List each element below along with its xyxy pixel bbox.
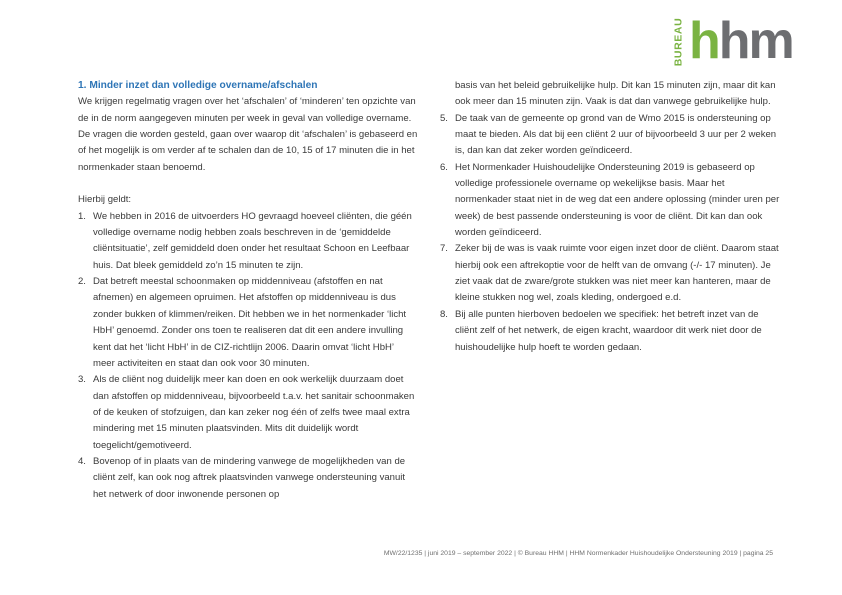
- page-footer: MW/22/1235 | juni 2019 – september 2022 | © Bureau HHM | HHM Normenkader Huishoudelijke Ondersteuning 2019 | pagina 25: [383, 550, 773, 557]
- list-item: [78, 372, 418, 454]
- list-item-text: We hebben in 2016 de uitvoerders HO gevraagd hoeveel cliënten, die géén volledige overname nodig hebben zoals beschreven in de ‘gemiddelde cliëntsituatie’, zelf gemiddeld doen onder het resultaat Schoon en Leefbaar huis. Dat bleek gemiddeld zo’n 15 minuten te zijn.: [93, 210, 412, 271]
- list-item: [440, 241, 780, 306]
- list-item-number: 8.: [440, 308, 448, 320]
- list-item: [78, 274, 418, 372]
- list-item-text: Bij alle punten hierboven bedoelen we specifiek: het betreft inzet van de cliënt zelf of het netwerk, de eigen kracht, waardoor dit werk niet door de huishoudelijke hulp hoeft te worden gedaan.: [455, 308, 762, 353]
- list-item: [440, 307, 780, 356]
- list-item: [440, 111, 780, 160]
- list-item-number: 3.: [78, 374, 86, 386]
- list-item-text: Als de cliënt nog duidelijk meer kan doen en ook werkelijk duurzaam doet dan afstoffen op middenniveau, bijvoorbeeld t.a.v. het sanitair schoonmaken of de keuken of stofzuigen, dan kan zeker nog één of zelfs twee maal extra mindering met 15 minuten plaatsvinden. Mits dit duidelijk wordt toegelicht/gemotiveerd.: [93, 374, 415, 451]
- lead-text: Hierbij geldt:: [78, 194, 132, 206]
- numbered-list-right: [440, 78, 780, 356]
- list-item: [78, 454, 418, 503]
- list-item-number: 1.: [78, 210, 86, 222]
- list-item-text: Bovenop of in plaats van de mindering vanwege de mogelijkheden van de cliënt zelf, kan ook nog aftrek plaatsvinden vanwege ondersteuning vanuit het netwerk of door inwonende personen op: [93, 455, 406, 500]
- list-item-number: 7.: [440, 243, 448, 255]
- list-item-number: 4.: [78, 455, 86, 467]
- bureau-hhm-logo: [668, 14, 800, 70]
- list-item-continuation: [440, 78, 780, 111]
- numbered-list-left: [78, 209, 418, 503]
- left-column: [78, 78, 418, 503]
- section-heading: 1. Minder inzet dan volledige overname/afschalen: [78, 80, 318, 91]
- list-item-text: Zeker bij de was is vaak ruimte voor eigen inzet door de cliënt. Daarom staat hierbij ook een aftrekoptie voor de helft van de omvang (-/- 17 minuten). Je ziet vaak dat de zware/grote stukken was niet meer kan hanteren, maar de kleine stukken nog wel, zoals kleding, ondergoed e.d.: [455, 243, 779, 304]
- list-item-number: 6.: [440, 161, 448, 173]
- logo-bureau-text: BUREAU: [672, 17, 684, 67]
- logo-hhm-text: hhm: [689, 12, 793, 70]
- paragraph-gap: [78, 176, 418, 192]
- list-item-text: Dat betreft meestal schoonmaken op middenniveau (afstoffen en nat afnemen) en algemeen opruimen. Het afstoffen op middenniveau is dus zonder bukken of klimmen/reiken. Dit hebben we in het normenkader ‘licht HbH’ genoemd. Zonder ons toen te realiseren dat dit een andere invulling kent dat het ‘licht HbH’ in de CIZ-richtlijn 2006. Daarin omvat ‘licht HbH’ meer activiteiten en staat dan ook voor 30 minuten.: [93, 276, 407, 369]
- list-item-number: 2.: [78, 276, 86, 288]
- list-item: [440, 160, 780, 242]
- list-item-text: Het Normenkader Huishoudelijke Ondersteuning 2019 is gebaseerd op volledige professionele overname op wekelijkse basis. Maar het normenkader staat niet in de weg dat een andere oplossing (minder uren per week) de best passende ondersteuning is voor de cliënt. Dit kan dan ook worden geïndiceerd.: [455, 161, 780, 239]
- right-column: [440, 78, 780, 356]
- list-item-text: basis van het beleid gebruikelijke hulp. Dit kan 15 minuten zijn, maar dit kan ook meer dan 15 minuten zijn. Vaak is dat dan vanwege gebruikelijke hulp.: [455, 80, 776, 108]
- list-item-text: De taak van de gemeente op grond van de Wmo 2015 is ondersteuning op maat te bieden. Als dat bij een cliënt 2 uur of bijvoorbeeld 3 uur per 2 weken is, dan kan dat zeker worden geïndiceerd.: [455, 112, 777, 157]
- list-item: [78, 209, 418, 274]
- intro-paragraph: We krijgen regelmatig vragen over het ‘afschalen’ of ‘minderen’ ten opzichte van de in de norm aangegeven minuten per week in geval van volledige overname. De vragen die worden gesteld, gaan over waarop dit ‘afschalen’ is gebaseerd en of het mogelijk is om verder af te schalen dan de 10, 15 of 17 minuten die in het normenkader staan benoemd.: [78, 96, 418, 173]
- list-item-number: 5.: [440, 112, 448, 124]
